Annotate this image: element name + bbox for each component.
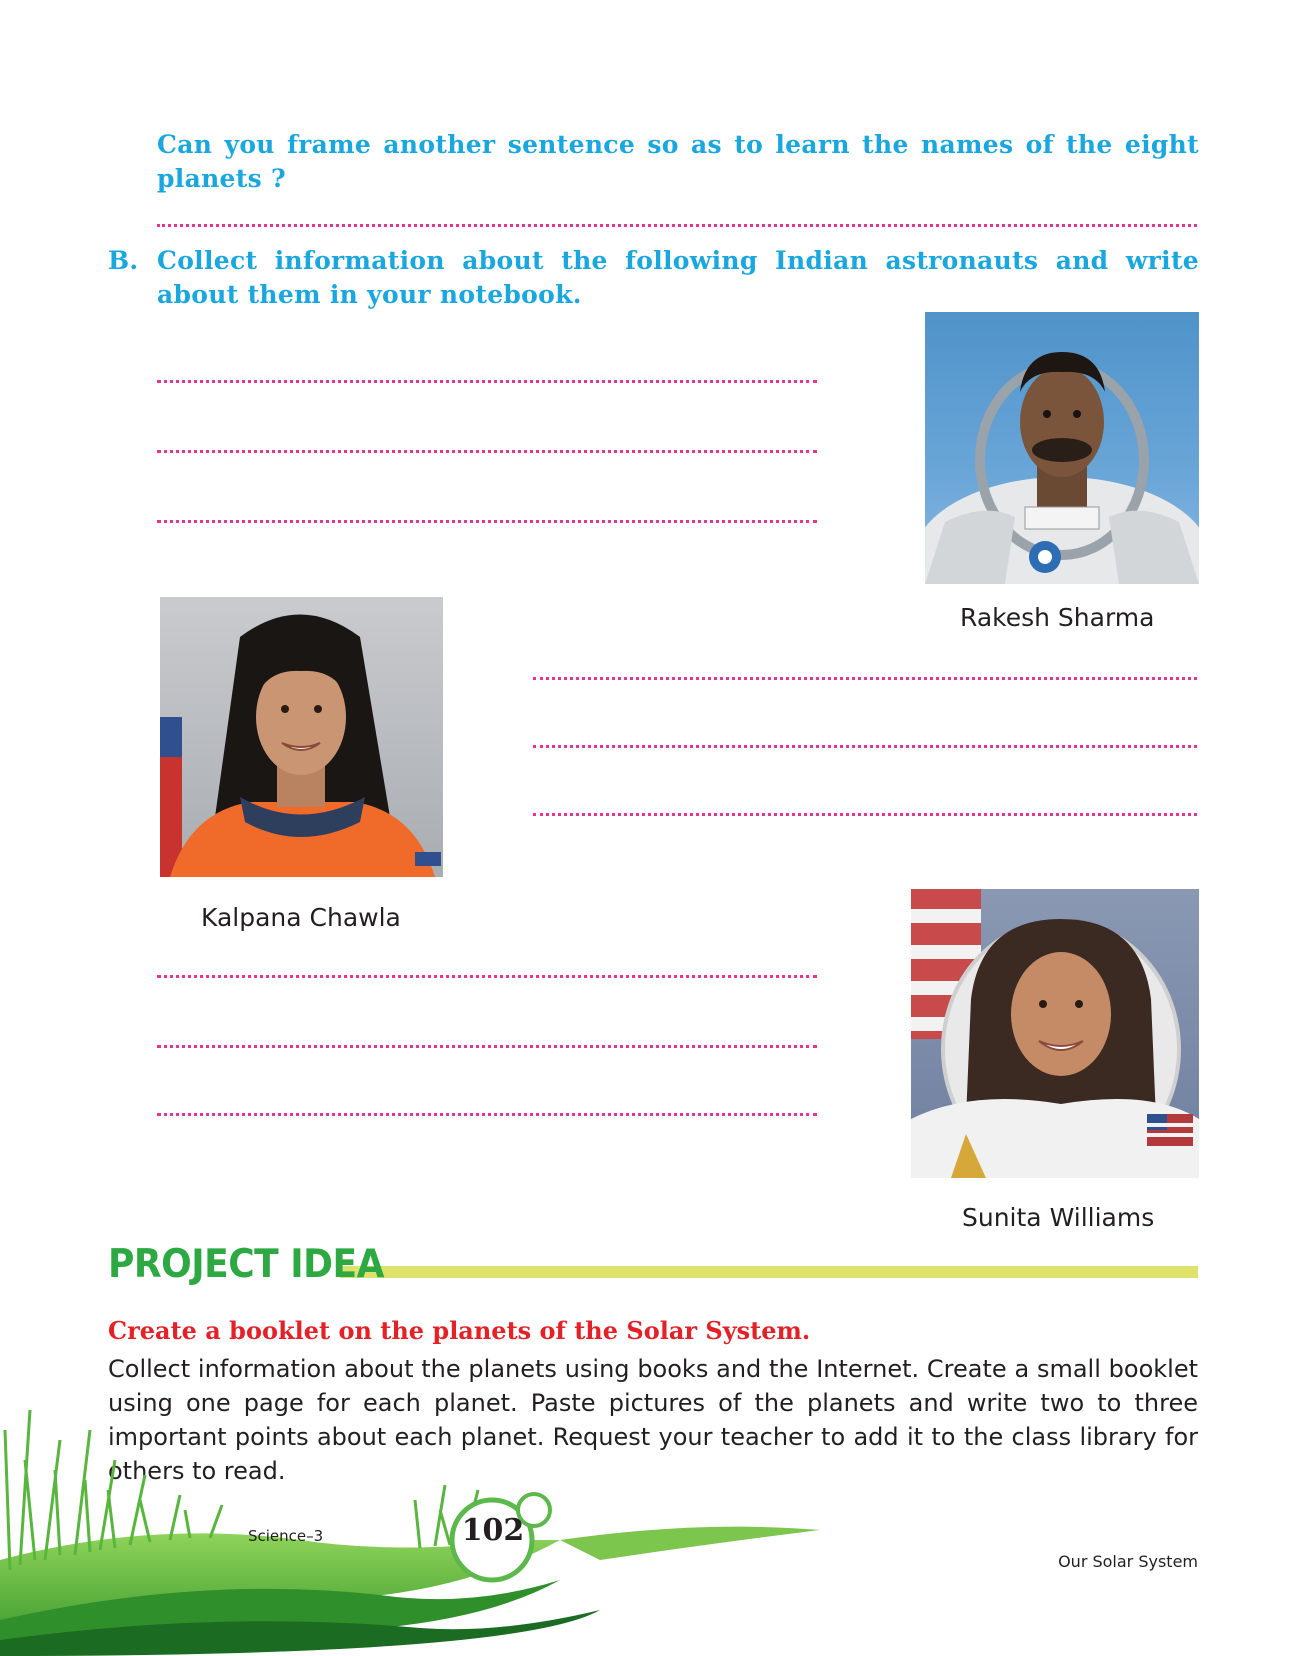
answer-line-sunita-2[interactable]	[157, 1045, 817, 1048]
answer-line-rakesh-1[interactable]	[157, 380, 817, 383]
sunita-williams-caption: Sunita Williams	[962, 1203, 1155, 1232]
project-title-underline	[340, 1266, 1198, 1278]
answer-line-kalpana-2[interactable]	[533, 745, 1197, 748]
rakesh-sharma-caption: Rakesh Sharma	[960, 603, 1155, 632]
answer-line-rakesh-2[interactable]	[157, 450, 817, 453]
answer-line-sunita-3[interactable]	[157, 1113, 817, 1116]
rakesh-sharma-photo	[925, 312, 1199, 584]
page-number: 102	[461, 1513, 525, 1548]
footer-book-title: Science–3	[248, 1527, 324, 1545]
grass-decoration	[0, 1370, 1296, 1656]
question-b-label: B.	[108, 246, 139, 275]
answer-line-kalpana-3[interactable]	[533, 813, 1197, 816]
kalpana-chawla-caption: Kalpana Chawla	[201, 903, 401, 932]
question-a-text: Can you frame another sentence so as to learn the names of the eight planets ?	[157, 130, 1199, 193]
sunita-williams-photo	[911, 889, 1199, 1178]
answer-line-kalpana-1[interactable]	[533, 677, 1197, 680]
footer-chapter-title: Our Solar System	[1058, 1552, 1198, 1571]
kalpana-chawla-photo	[160, 597, 443, 877]
project-body: Collect information about the planets using books and the Internet. Create a small booklet using one page for each planet. Paste pictures of the planets and write two to three important points about each planet. Request your teacher to add it to the class library for others to read.	[108, 1355, 1198, 1485]
answer-line-a[interactable]	[157, 224, 1197, 227]
project-subtitle: Create a booklet on the planets of the Solar System.	[108, 1316, 811, 1345]
answer-line-rakesh-3[interactable]	[157, 520, 817, 523]
question-b-text: Collect information about the following Indian astronauts and write about them in your notebook.	[157, 246, 1199, 309]
project-title: PROJECT IDEA	[108, 1241, 384, 1287]
answer-line-sunita-1[interactable]	[157, 975, 817, 978]
